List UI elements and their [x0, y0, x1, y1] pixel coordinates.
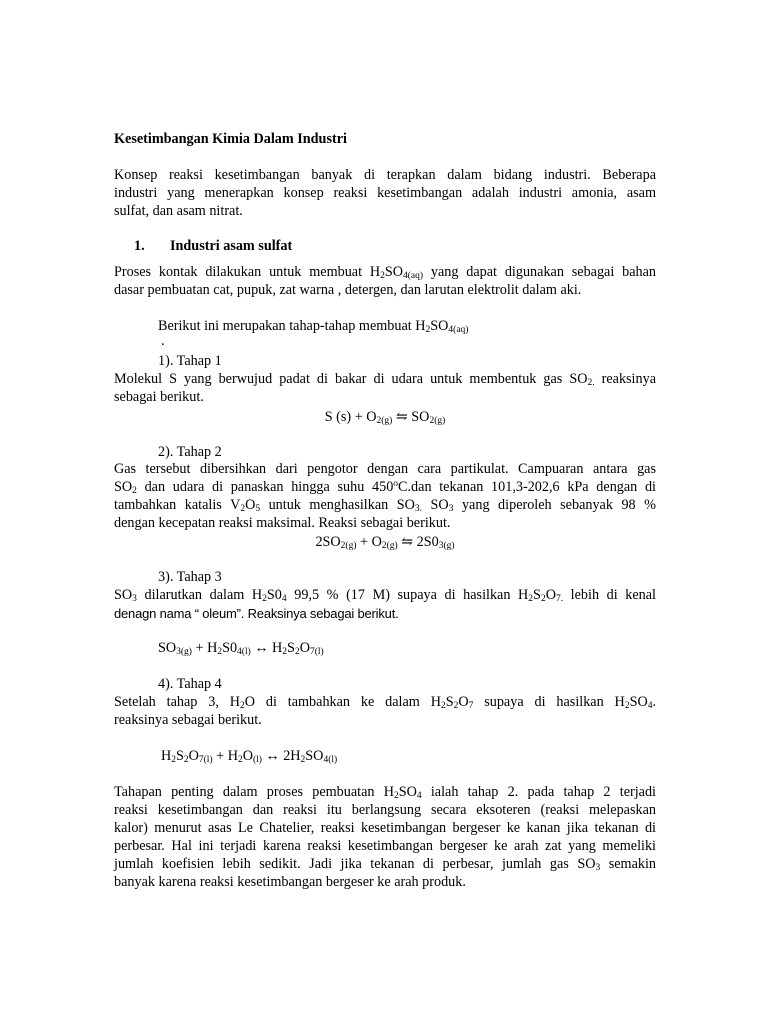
- intro-line-3: sulfat, dan asam nitrat.: [114, 203, 243, 219]
- intro-line-2: industri yang menerapkan konsep reaksi kesetimbangan adalah industri amonia, asam: [114, 185, 656, 201]
- tahap1-label: 1). Tahap 1: [158, 353, 222, 369]
- closing-line-1: Tahapan penting dalam proses pembuatan $H_2SO_4$ ialah tahap 2. pada tahap 2 terjadi: [114, 784, 656, 801]
- closing-line-6: banyak karena reaksi kesetimbangan bergeser ke arah produk.: [114, 874, 466, 890]
- tahap2-line-3: tambahkan katalis $V_2O_5$ untuk menghasilkan $SO_{3.}$ $SO_3$ yang diperoleh sebanyak 98 %: [114, 497, 656, 514]
- tahap2-line-1: Gas tersebut dibersihkan dari pengotor dengan cara partikulat. Campuaran antara gas: [114, 461, 656, 477]
- tahap3-equation: $SO_{3(g)} + H_2S0_{4(l)}$ ↔ $H_2S_2O_{7(l)}$: [158, 640, 324, 657]
- berikut-dot: .: [161, 333, 165, 349]
- tahap2-equation: $2SO_{2(g)} + O_{2(g)}$ ⇋ $2S0_{3(g)}$: [315, 534, 455, 551]
- tahap3-line-2: denagn nama “ oleum”. Reaksinya sebagai berikut.: [114, 606, 399, 621]
- tahap3-line-1: $SO_3$ dilarutkan dalam $H_2S0_4$ 99,5 % (17 M) supaya di hasilkan $H_2S_2O_{7.}$ lebih di kenal: [114, 587, 656, 604]
- closing-line-5: jumlah koefisien lebih sedikit. Jadi jika tekanan di perbesar, jumlah gas $SO_3$ semakin: [114, 856, 657, 873]
- closing-line-2: reaksi kesetimbangan dan reaksi itu berlangsung secara eksoteren (reaksi melepaskan: [114, 802, 656, 818]
- closing-line-3: kalor) menurut asas Le Chatelier, reaksi kesetimbangan bergeser ke kanan jika tekanan di: [114, 820, 656, 836]
- closing-line-4: perbesar. Hal ini terjadi karena reaksi kesetimbangan bergeser ke arah zat yang memeliki: [114, 838, 656, 854]
- document-title: Kesetimbangan Kimia Dalam Industri: [114, 131, 347, 147]
- tahap3-label: 3). Tahap 3: [158, 569, 222, 585]
- section-heading: Industri asam sulfat: [170, 238, 293, 254]
- tahap4-equation: $H_2S_2O_{7(l)} + H_2O_{(l)}$ ↔ $2H_2SO_{4(l)}$: [161, 748, 338, 765]
- proses-line-1: Proses kontak dilakukan untuk membuat $H_2SO_{4(aq)}$ yang dapat digunakan sebagai bahan: [114, 264, 656, 281]
- intro-line-1: Konsep reaksi kesetimbangan banyak di terapkan dalam bidang industri. Beberapa: [114, 167, 656, 183]
- tahap4-label: 4). Tahap 4: [158, 676, 222, 692]
- berikut-line: Berikut ini merupakan tahap-tahap membuat $H_2SO_{4(aq)}$: [158, 318, 469, 335]
- tahap1-line-2: sebagai berikut.: [114, 389, 204, 405]
- tahap1-line-1: Molekul S yang berwujud padat di bakar di udara untuk membentuk gas $SO_{2.}$ reaksinya: [114, 371, 656, 388]
- tahap2-line-2: $SO_2$ dan udara di panaskan hingga suhu 450$^o$C.dan tekanan 101,3-202,6 kPa dengan di: [114, 479, 656, 496]
- proses-line-2: dasar pembuatan cat, pupuk, zat warna , detergen, dan larutan elektrolit dalam aki.: [114, 282, 582, 298]
- tahap2-line-4: dengan kecepatan reaksi maksimal. Reaksi sebagai berikut.: [114, 515, 451, 531]
- tahap2-label: 2). Tahap 2: [158, 444, 222, 460]
- tahap4-line-2: reaksinya sebagai berikut.: [114, 712, 262, 728]
- tahap4-line-1: Setelah tahap 3, $H_2O$ di tambahkan ke dalam $H_2S_2O_7$ supaya di hasilkan $H_2SO_4$.: [114, 694, 656, 711]
- section-number: 1.: [134, 238, 145, 254]
- tahap1-equation: S $(s) + O_{2(g)}$ ⇋ $SO_{2(g)}$: [324, 409, 446, 426]
